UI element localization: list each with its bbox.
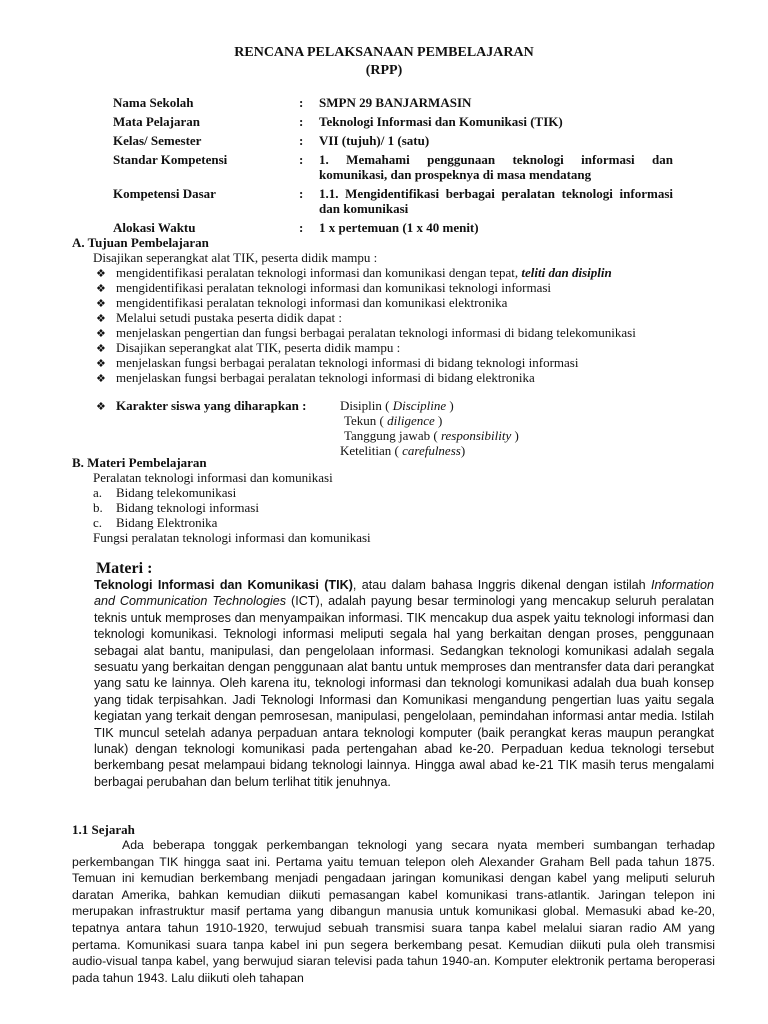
identity-value: Teknologi Informasi dan Komunikasi (TIK) xyxy=(319,114,563,129)
sejarah-paragraph xyxy=(72,837,715,986)
identity-row xyxy=(113,186,673,216)
list-item xyxy=(96,370,535,387)
materi-text-rest: (ICT), adalah payung besar terminologi yang mencakup seluruh peralatan teknis untuk memproses dan menyampaikan informasi. TIK mencakup dua aspek yaitu teknologi informasi dan teknologi komunikasi. Teknologi informasi meliputi segala hal yang berkaitan dengan proses, penggunaan sebagai alat bantu, manipulasi, dan pengelolaan informasi. Sedangkan teknologi komunikasi adalah segala sesuatu yang berkaitan dengan penggunaan alat bantu untuk memproses dan mentransfer data dari perangkat yang satu ke lainnya. Oleh karena itu, teknologi informasi dan teknologi komunikasi adalah dua buah konsep yang tidak terpisahkan. Jadi Teknologi Informasi dan Komunikasi mengandung pengertian luas yaitu segala kegiatan yang terkait dengan pemrosesan, manipulasi, pengelolaan, pemindahan informasi antar media. Istilah TIK muncul setelah adanya perpaduan antara teknologi komputer (baik perangkat keras maupun perangkat lunak) dengan teknologi komunikasi pada pertengahan abad ke-20. Perpaduan kedua teknologi tersebut berkembang pesat melampaui bidang teknologi lainnya. Hingga awal abad ke-21 TIK masih terus mengalami berbagai perubahan dan belum terlihat titik jenuhnya. xyxy=(94,594,714,789)
section-a-intro: Disajikan seperangkat alat TIK, peserta didik mampu : xyxy=(93,250,378,265)
karakter-english: responsibility xyxy=(440,428,512,443)
karakter-item xyxy=(340,443,519,458)
bullet-text: menjelaskan fungsi berbagai peralatan teknologi informasi di bidang teknologi informasi xyxy=(116,355,579,370)
identity-row xyxy=(113,152,673,182)
bullet-emphasis: teliti dan disiplin xyxy=(521,265,612,280)
identity-label: Kompetensi Dasar xyxy=(113,186,216,201)
materi-heading: Materi : xyxy=(96,560,153,577)
karakter-end: ) xyxy=(460,443,466,458)
sejarah-heading: 1.1 Sejarah xyxy=(72,822,135,837)
karakter-item xyxy=(340,413,519,428)
identity-block xyxy=(113,95,673,239)
karakter-word: Disiplin ( xyxy=(340,398,393,413)
diamond-bullet-icon: ❖ xyxy=(96,328,106,340)
list-marker: c. xyxy=(93,515,103,530)
sejarah-text: Ada beberapa tonggak perkembangan teknologi yang secara nyata memberi sumbangan terhadap perkembangan TIK hingga saat ini. Pertama yaitu temuan telepon oleh Alexander Graham Bell pada tahun 1875. Temuan ini kemudian berkembang menjadi pengadaan jaringan komunikasi dengan kabel yang meliputi seluruh daratan Amerika, bahkan kemudian diikuti pemasangan kabel komunikasi trans-atlantik. Jaringan telepon ini merupakan infrastruktur masif pertama yang dibangun manusia untuk komunikasi global. Memasuki abad ke-20, tepatnya antara tahun 1910-1920, terwujud sebuah transmisi suara tanpa kabel melalui siaran radio AM yang pertama. Komunikasi suara tanpa kabel ini pun segera berkembang pesat. Kemudian diikuti pula oleh transmisi audio-visual tanpa kabel, yang berwujud siaran televisi pada tahun 1940-an. Komputer elektronik pertama beroperasi pada tahun 1943. Lalu diikuti oleh tahapan xyxy=(72,838,715,985)
document-title: RENCANA PELAKSANAAN PEMBELAJARAN xyxy=(234,45,534,60)
bullet-text: menjelaskan pengertian dan fungsi berbagai peralatan teknologi informasi di bidang telekomunikasi xyxy=(116,325,636,340)
section-b-heading: B. Materi Pembelajaran xyxy=(72,455,207,470)
list-item xyxy=(93,500,259,515)
identity-value: SMPN 29 BANJARMASIN xyxy=(319,95,472,110)
bullet-text: menjelaskan fungsi berbagai peralatan teknologi informasi di bidang elektronika xyxy=(116,370,535,385)
list-marker: a. xyxy=(93,485,103,500)
diamond-bullet-icon: ❖ xyxy=(96,401,106,413)
list-text: Bidang Elektronika xyxy=(116,515,218,530)
karakter-english: diligence xyxy=(387,413,435,428)
section-a-heading: A. Tujuan Pembelajaran xyxy=(72,235,209,250)
karakter-end: ) xyxy=(446,398,454,413)
karakter-values xyxy=(340,398,519,458)
identity-value: 1. Memahami penggunaan teknologi informasi dan komunikasi, dan prospeknya di masa mendatang xyxy=(319,152,673,182)
list-item xyxy=(93,515,217,530)
karakter-english: Discipline xyxy=(392,398,447,413)
list-text: Bidang teknologi informasi xyxy=(116,500,259,515)
identity-colon: : xyxy=(299,133,304,148)
list-marker: b. xyxy=(93,500,103,515)
identity-label: Standar Kompetensi xyxy=(113,152,228,167)
karakter-end: ) xyxy=(434,413,443,428)
diamond-bullet-icon: ❖ xyxy=(96,343,106,355)
identity-label: Mata Pelajaran xyxy=(113,114,201,129)
karakter-word: Tekun ( xyxy=(344,413,388,428)
identity-value: 1 x pertemuan (1 x 40 menit) xyxy=(319,220,479,235)
identity-colon: : xyxy=(299,114,304,129)
identity-value: 1.1. Mengidentifikasi berbagai peralatan teknologi informasi dan komunikasi xyxy=(319,186,673,216)
karakter-item xyxy=(340,398,519,413)
identity-colon: : xyxy=(299,95,304,110)
bullet-text: mengidentifikasi peralatan teknologi informasi dan komunikasi elektronika xyxy=(116,295,508,310)
materi-italic-term: Information and Communication Technologies xyxy=(94,578,714,609)
bullet-text: Disajikan seperangkat alat TIK, peserta didik mampu : xyxy=(116,340,401,355)
diamond-bullet-icon: ❖ xyxy=(96,268,106,280)
diamond-bullet-icon: ❖ xyxy=(96,298,106,310)
diamond-bullet-icon: ❖ xyxy=(96,313,106,325)
document-subtitle: (RPP) xyxy=(365,63,403,78)
diamond-bullet-icon: ❖ xyxy=(96,373,106,385)
bullet-text: mengidentifikasi peralatan teknologi informasi dan komunikasi dengan tepat, xyxy=(116,265,522,280)
karakter-end: ) xyxy=(511,428,519,443)
karakter-item xyxy=(340,428,519,443)
karakter-label-text: Karakter siswa yang diharapkan : xyxy=(116,398,307,413)
karakter-word: Tanggung jawab ( xyxy=(344,428,441,443)
materi-paragraph xyxy=(94,577,714,790)
karakter-word: Ketelitian ( xyxy=(340,443,403,458)
karakter-english: carefulness xyxy=(402,443,461,458)
identity-row xyxy=(113,114,673,129)
identity-row xyxy=(113,95,673,110)
diamond-bullet-icon: ❖ xyxy=(96,358,106,370)
materi-bold-term: Teknologi Informasi dan Komunikasi (TIK) xyxy=(94,578,353,592)
identity-colon: : xyxy=(299,152,304,167)
identity-colon: : xyxy=(299,220,304,235)
section-b-intro: Peralatan teknologi informasi dan komunikasi xyxy=(93,470,333,485)
identity-label: Kelas/ Semester xyxy=(113,133,202,148)
materi-text: , atau dalam bahasa Inggris dikenal dengan istilah xyxy=(352,578,651,592)
identity-label: Nama Sekolah xyxy=(113,95,194,110)
identity-row xyxy=(113,133,673,148)
diamond-bullet-icon: ❖ xyxy=(96,283,106,295)
identity-row xyxy=(113,220,673,235)
karakter-label xyxy=(96,398,306,414)
list-item xyxy=(93,485,236,500)
identity-colon: : xyxy=(299,186,304,201)
bullet-text: mengidentifikasi peralatan teknologi informasi dan komunikasi teknologi informasi xyxy=(116,280,552,295)
section-b-outro: Fungsi peralatan teknologi informasi dan komunikasi xyxy=(93,530,371,545)
identity-label: Alokasi Waktu xyxy=(113,220,196,235)
bullet-text: Melalui setudi pustaka peserta didik dapat : xyxy=(116,310,342,325)
list-text: Bidang telekomunikasi xyxy=(116,485,237,500)
identity-value: VII (tujuh)/ 1 (satu) xyxy=(319,133,430,148)
